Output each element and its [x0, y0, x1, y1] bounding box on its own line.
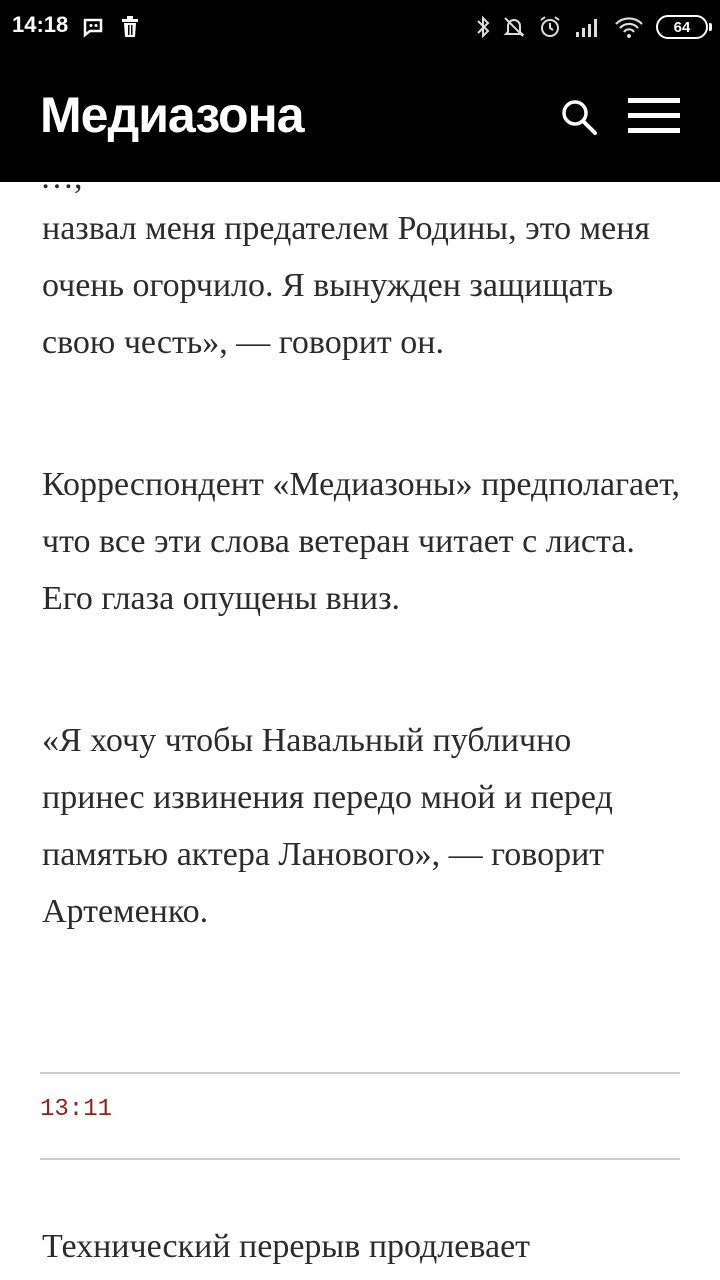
hamburger-menu-icon	[626, 96, 682, 136]
mute-notifications-icon	[502, 15, 526, 39]
battery-icon	[656, 15, 708, 39]
article-paragraph-next: Технический перерыв продлевает	[42, 1228, 531, 1265]
status-time: 14:18	[12, 12, 69, 37]
divider	[40, 1158, 680, 1160]
search-icon	[558, 96, 600, 138]
status-right-icons	[476, 10, 708, 44]
article-paragraph-1: назвал меня предателем Родины, это меня очень огорчило. Я вынужден защищать свою честь», — говорит он.	[42, 210, 651, 361]
bluetooth-icon	[476, 15, 490, 39]
article-paragraph-3: «Я хочу чтобы Навальный публично принес извинения передо мной и перед памятью актера Ланового», — говорит Артеменко.	[42, 722, 613, 930]
trash-icon	[120, 16, 140, 38]
site-logo[interactable]: Медиазона	[40, 87, 304, 143]
alarm-icon	[538, 15, 562, 39]
menu-button[interactable]	[626, 96, 682, 136]
chat-notification-icon	[82, 16, 104, 38]
app-header	[0, 0, 720, 182]
signal-icon	[574, 16, 602, 38]
search-button[interactable]	[558, 96, 600, 138]
article-paragraph-2: Корреспондент «Медиазоны» предполагает, что все эти слова ветеран читает с листа. Его глаза опущены вниз.	[42, 466, 680, 617]
status-bar	[0, 0, 720, 52]
entry-timestamp: 13:11	[40, 1096, 113, 1123]
wifi-icon	[614, 15, 644, 39]
divider	[40, 1072, 680, 1074]
battery-level: 64	[673, 18, 691, 36]
status-left-icons	[82, 12, 140, 42]
